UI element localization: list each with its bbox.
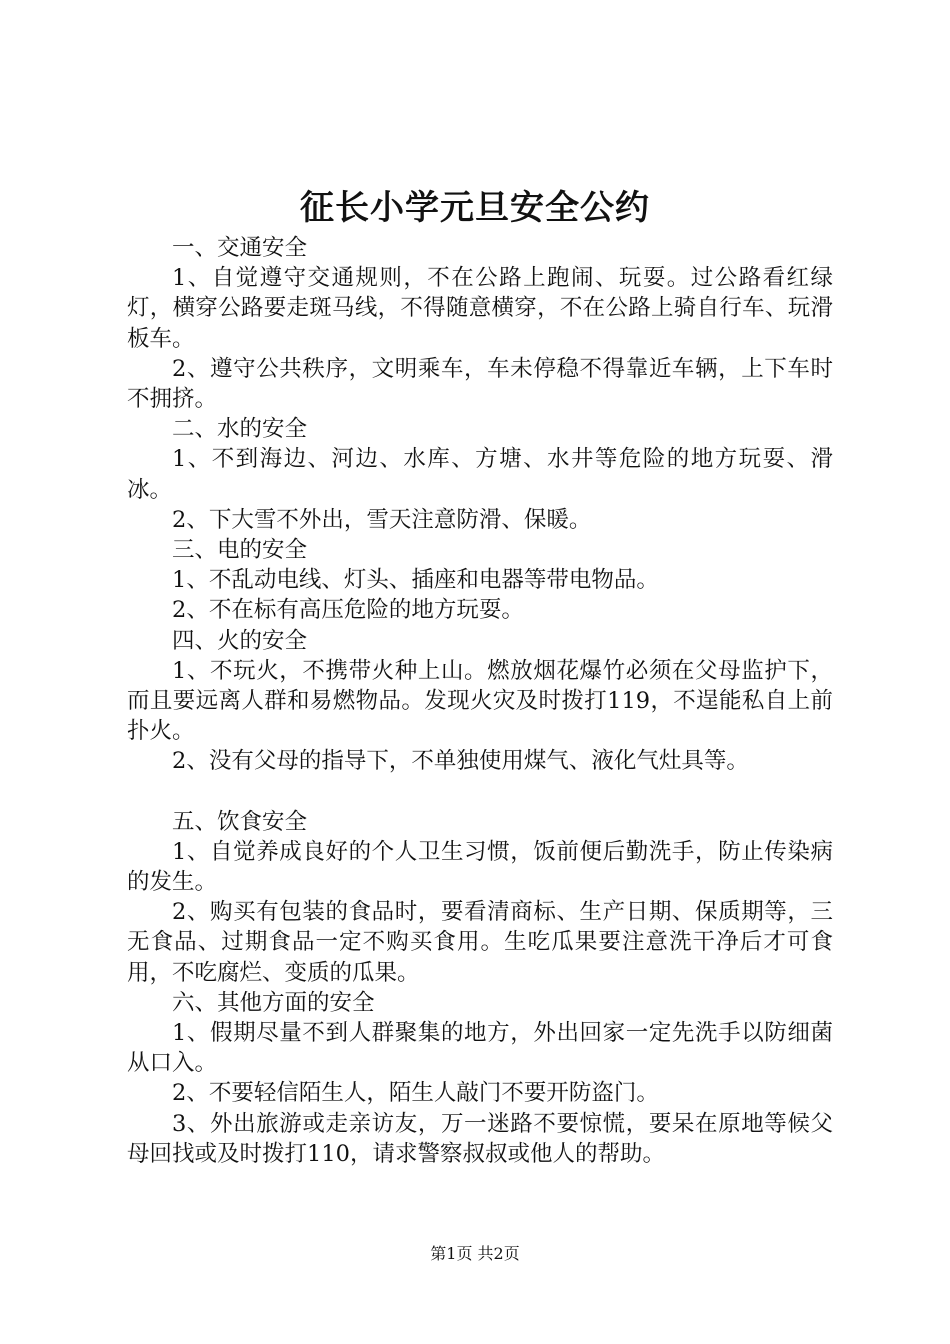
section-heading-food: 五、饮食安全 [172, 808, 308, 835]
traffic-rule-2: 2、遵守公共秩序，文明乘车，车未停稳不得靠近车辆，上下车时不拥挤。 [127, 355, 833, 413]
electricity-rule-2: 2、不在标有高压危险的地方玩耍。 [172, 597, 524, 624]
other-rule-3: 3、外出旅游或走亲访友，万一迷路不要惊慌，要呆在原地等候父母回找或及时拨打110，请求警察叔叔或他人的帮助。 [127, 1110, 833, 1167]
traffic-rule-1: 1、自觉遵守交通规则，不在公路上跑闹、玩耍。过公路看红绿灯，横穿公路要走斑马线，不得随意横穿，不在公路上骑自行车、玩滑板车。 [127, 265, 833, 352]
section-heading-other: 六、其他方面的安全 [172, 989, 375, 1016]
other-rule-1: 1、假期尽量不到人群聚集的地方，外出回家一定先洗手以防细菌从口入。 [127, 1020, 833, 1077]
section-heading-traffic: 一、交通安全 [172, 235, 308, 261]
water-rule-2: 2、下大雪不外出，雪天注意防滑、保暖。 [172, 506, 592, 533]
food-rule-1: 1、自觉养成良好的个人卫生习惯，饭前便后勤洗手，防止传染病的发生。 [127, 838, 833, 896]
fire-rule-2: 2、没有父母的指导下，不单独使用煤气、液化气灶具等。 [172, 748, 749, 775]
page-indicator: 第1页 共2页 [430, 1244, 520, 1263]
blank-line [127, 777, 833, 807]
food-rule-2: 2、购买有包装的食品时，要看清商标、生产日期、保质期等，三无食品、过期食品一定不购买食用。生吃瓜果要注意洗干净后才可食用，不吃腐烂、变质的瓜果。 [127, 899, 833, 986]
section-heading-water: 二、水的安全 [172, 416, 308, 443]
other-rule-2: 2、不要轻信陌生人，陌生人敲门不要开防盗门。 [172, 1080, 659, 1107]
section-heading-electricity: 三、电的安全 [172, 537, 308, 564]
document-title: 征长小学元旦安全公约 [300, 188, 650, 228]
fire-rule-1: 1、不玩火，不携带火种上山。燃放烟花爆竹必须在父母监护下，而且要远离人群和易燃物品。发现火灾及时拨打119，不逞能私自上前扑火。 [127, 657, 833, 745]
electricity-rule-1: 1、不乱动电线、灯头、插座和电器等带电物品。 [172, 567, 659, 594]
document-body [127, 233, 833, 1169]
section-heading-fire: 四、火的安全 [172, 627, 308, 654]
water-rule-1: 1、不到海边、河边、水库、方塘、水井等危险的地方玩耍、滑冰。 [127, 446, 833, 503]
